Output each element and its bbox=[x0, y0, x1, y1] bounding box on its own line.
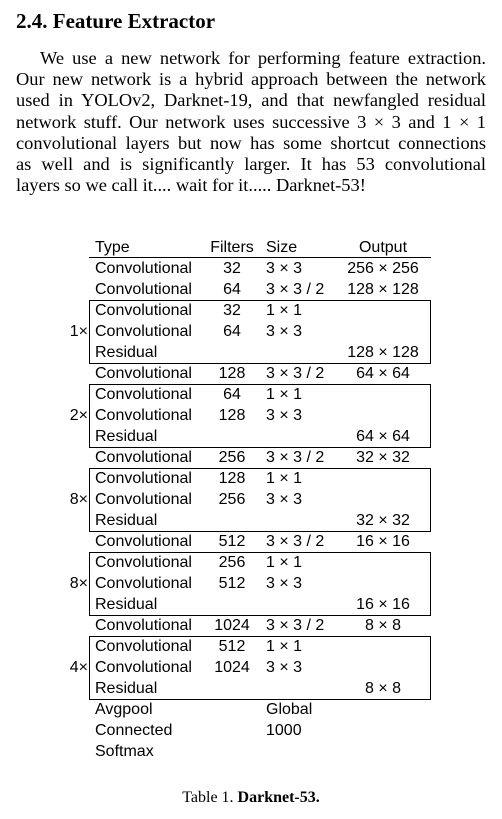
table-row bbox=[0, 594, 502, 615]
layer-size: 3 × 3 / 2 bbox=[266, 449, 325, 466]
layer-size: 1000 bbox=[266, 722, 302, 739]
layer-output: 128 × 128 bbox=[347, 281, 419, 298]
layer-size: 1 × 1 bbox=[266, 470, 303, 487]
layer-type: Residual bbox=[95, 344, 158, 361]
layer-type: Softmax bbox=[95, 743, 154, 760]
layer-size: 3 × 3 / 2 bbox=[266, 617, 325, 634]
layer-type: Convolutional bbox=[95, 491, 192, 508]
layer-size: 1 × 1 bbox=[266, 554, 303, 571]
layer-type: Convolutional bbox=[95, 449, 192, 466]
layer-filters: 64 bbox=[223, 386, 241, 403]
layer-type: Convolutional bbox=[95, 575, 192, 592]
layer-filters: 64 bbox=[223, 281, 241, 298]
table-row bbox=[0, 720, 502, 741]
layer-type: Convolutional bbox=[95, 386, 192, 403]
caption-label: Table 1. bbox=[182, 789, 234, 806]
table-row bbox=[0, 279, 502, 300]
layer-type: Residual bbox=[95, 512, 158, 529]
layer-type: Convolutional bbox=[95, 638, 192, 655]
layer-type: Convolutional bbox=[95, 365, 192, 382]
layer-type: Convolutional bbox=[95, 470, 192, 487]
layer-filters: 1024 bbox=[214, 659, 250, 676]
paragraph-line: layers so we call it.... wait for it..... Darknet-53! bbox=[16, 175, 366, 196]
layer-size: 1 × 1 bbox=[266, 302, 303, 319]
layer-output: 32 × 32 bbox=[356, 449, 410, 466]
layer-type: Convolutional bbox=[95, 554, 192, 571]
layer-filters: 256 bbox=[218, 491, 246, 508]
layer-type: Convolutional bbox=[95, 260, 192, 277]
table-row bbox=[0, 342, 502, 363]
paragraph-line: convolutional layers but now has some shortcut connections bbox=[16, 132, 486, 153]
section-heading: 2.4. Feature Extractor bbox=[16, 9, 216, 33]
repeat-count: 4× bbox=[69, 659, 88, 676]
layer-output: 256 × 256 bbox=[347, 260, 419, 277]
repeat-count: 8× bbox=[69, 575, 88, 592]
layer-filters: 128 bbox=[218, 407, 246, 424]
layer-size: 3 × 3 bbox=[266, 491, 303, 508]
layer-filters: 32 bbox=[223, 260, 241, 277]
table-row bbox=[0, 531, 502, 552]
table-row bbox=[0, 258, 502, 279]
layer-type: Convolutional bbox=[95, 281, 192, 298]
layer-filters: 256 bbox=[218, 449, 246, 466]
layer-filters: 512 bbox=[218, 638, 246, 655]
layer-size: 3 × 3 bbox=[266, 260, 303, 277]
body-paragraph bbox=[16, 48, 486, 196]
header-size: Size bbox=[266, 239, 298, 256]
layer-type: Convolutional bbox=[95, 533, 192, 550]
layer-output: 8 × 8 bbox=[364, 680, 402, 697]
repeat-count: 2× bbox=[69, 407, 88, 424]
layer-size: 3 × 3 / 2 bbox=[266, 281, 325, 298]
layer-filters: 1024 bbox=[214, 617, 250, 634]
layer-output: 8 × 8 bbox=[364, 617, 402, 634]
table-row bbox=[0, 510, 502, 531]
paragraph-line: network stuff. Our network uses successive 3 × 3 and 1 × 1 bbox=[16, 111, 486, 132]
paragraph-line: We use a new network for performing feature extraction. bbox=[40, 48, 486, 68]
table-row bbox=[0, 573, 502, 594]
table-row bbox=[0, 678, 502, 699]
table-row bbox=[0, 489, 502, 510]
table-row bbox=[0, 468, 502, 489]
table-row bbox=[0, 636, 502, 657]
layer-filters: 128 bbox=[218, 470, 246, 487]
layer-filters: 32 bbox=[223, 302, 241, 319]
repeat-count: 8× bbox=[69, 491, 88, 508]
layer-filters: 128 bbox=[218, 365, 246, 382]
paragraph-line: as well and is significantly larger. It has 53 convolutional bbox=[16, 153, 486, 174]
header-output: Output bbox=[358, 239, 408, 256]
table-row bbox=[0, 363, 502, 384]
table-row bbox=[0, 699, 502, 720]
table-row bbox=[0, 552, 502, 573]
table-row bbox=[0, 384, 502, 405]
header-filters: Filters bbox=[210, 239, 254, 256]
darknet-53-table bbox=[0, 236, 502, 766]
layer-size: 3 × 3 bbox=[266, 323, 303, 340]
layer-type: Residual bbox=[95, 596, 158, 613]
layer-size: 1 × 1 bbox=[266, 386, 303, 403]
layer-type: Convolutional bbox=[95, 659, 192, 676]
layer-output: 64 × 64 bbox=[356, 365, 410, 382]
layer-size: 3 × 3 bbox=[266, 659, 303, 676]
layer-filters: 256 bbox=[218, 554, 246, 571]
table-caption bbox=[0, 788, 502, 808]
layer-size: Global bbox=[266, 701, 313, 718]
header-type: Type bbox=[95, 239, 130, 256]
table-header-row bbox=[0, 237, 502, 258]
paragraph-line: used in YOLOv2, Darknet-19, and that newfangled residual bbox=[16, 90, 486, 111]
layer-output: 128 × 128 bbox=[347, 344, 419, 361]
layer-output: 16 × 16 bbox=[356, 596, 410, 613]
layer-type: Residual bbox=[95, 428, 158, 445]
table-row bbox=[0, 447, 502, 468]
layer-type: Residual bbox=[95, 680, 158, 697]
paragraph-line: Our new network is a hybrid approach between the network bbox=[16, 69, 486, 90]
layer-type: Convolutional bbox=[95, 302, 192, 319]
caption-title: Darknet-53. bbox=[237, 789, 320, 806]
table-row bbox=[0, 405, 502, 426]
layer-filters: 64 bbox=[223, 323, 241, 340]
layer-type: Connected bbox=[95, 722, 173, 739]
table-row bbox=[0, 741, 502, 762]
layer-type: Convolutional bbox=[95, 407, 192, 424]
table-row bbox=[0, 300, 502, 321]
layer-size: 3 × 3 bbox=[266, 407, 303, 424]
layer-output: 64 × 64 bbox=[356, 428, 410, 445]
layer-type: Convolutional bbox=[95, 323, 192, 340]
layer-size: 3 × 3 bbox=[266, 575, 303, 592]
table-row bbox=[0, 426, 502, 447]
layer-size: 3 × 3 / 2 bbox=[266, 533, 325, 550]
repeat-count: 1× bbox=[69, 323, 88, 340]
layer-output: 32 × 32 bbox=[356, 512, 410, 529]
table-row bbox=[0, 321, 502, 342]
layer-output: 16 × 16 bbox=[356, 533, 410, 550]
table-row bbox=[0, 657, 502, 678]
table-row bbox=[0, 615, 502, 636]
layer-size: 3 × 3 / 2 bbox=[266, 365, 325, 382]
layer-type: Avgpool bbox=[95, 701, 153, 718]
layer-size: 1 × 1 bbox=[266, 638, 303, 655]
layer-filters: 512 bbox=[218, 575, 246, 592]
layer-type: Convolutional bbox=[95, 617, 192, 634]
layer-filters: 512 bbox=[218, 533, 246, 550]
